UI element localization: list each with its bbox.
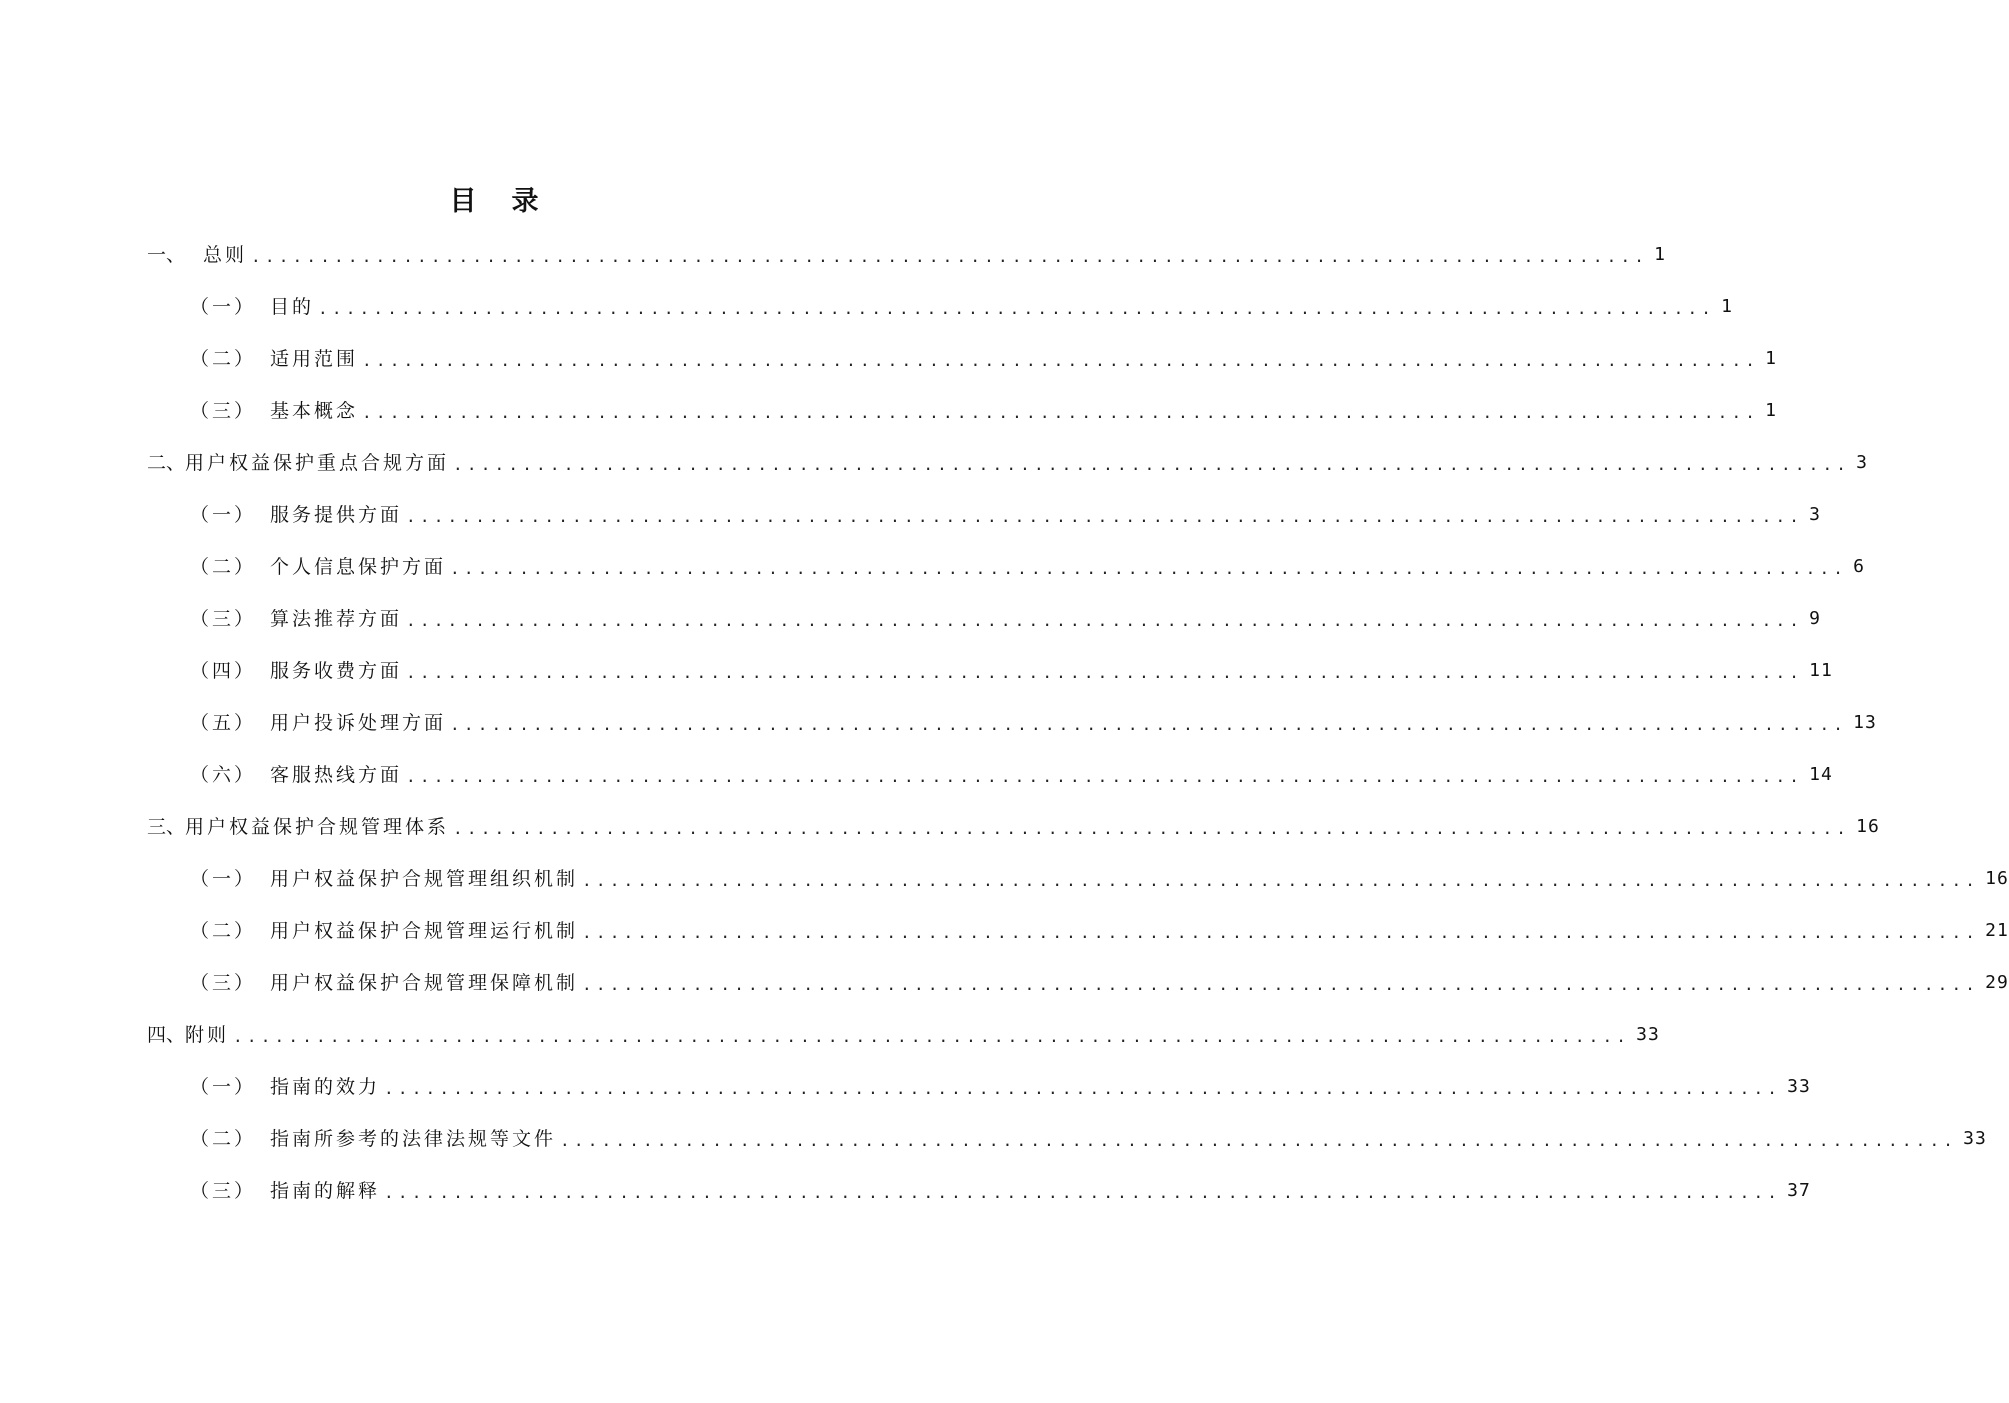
toc-entry-marker: 三、 (147, 816, 186, 838)
toc-entry-marker: （六） (190, 764, 257, 786)
toc-entry[interactable] (190, 654, 1833, 688)
toc-entry-marker: （三） (190, 972, 257, 994)
toc-leader-dots: ..................................................................................................... (582, 871, 1980, 890)
toc-page-number: 13 (1853, 712, 1877, 733)
toc-leader-dots: ..................................................................................................... (453, 819, 1851, 838)
toc-entry[interactable] (147, 1018, 1660, 1052)
toc-entry-marker: （三） (190, 608, 257, 630)
toc-page-number: 16 (1856, 816, 1880, 837)
toc-page-number: 11 (1809, 660, 1833, 681)
toc-entry-text: 服务提供方面 (270, 504, 403, 526)
page-title: 目 录 (449, 186, 543, 217)
toc-entry[interactable] (190, 342, 1777, 376)
toc-entry-text: 个人信息保护方面 (270, 556, 447, 578)
toc-page-number: 37 (1787, 1180, 1811, 1201)
toc-entry[interactable] (190, 1070, 1811, 1104)
toc-page-number: 1 (1765, 400, 1777, 421)
toc-leader-dots: ..................................................................................................... (450, 715, 1848, 734)
toc-page-number: 1 (1654, 244, 1666, 265)
toc-entry-marker: （三） (190, 1180, 257, 1202)
toc-entry[interactable] (190, 498, 1821, 532)
toc-entry[interactable] (190, 914, 2009, 948)
toc-leader-dots: ..................................................................................................... (362, 403, 1760, 422)
toc-page-number: 14 (1809, 764, 1833, 785)
toc-entry-text: 用户权益保护合规管理组织机制 (270, 868, 579, 890)
toc-entry-text: 用户投诉处理方面 (270, 712, 447, 734)
toc-entry-text: 指南的解释 (270, 1180, 381, 1202)
toc-page-number: 33 (1636, 1024, 1660, 1045)
toc-entry-marker: （二） (190, 920, 257, 942)
toc-entry-marker: 四、 (147, 1024, 186, 1046)
toc-page-number: 1 (1765, 348, 1777, 369)
toc-entry-text: 基本概念 (270, 400, 359, 422)
toc-entry-text: 用户权益保护合规管理运行机制 (270, 920, 579, 942)
toc-page-number: 1 (1721, 296, 1733, 317)
toc-page-number: 3 (1809, 504, 1821, 525)
toc-leader-dots: ..................................................................................................... (453, 455, 1851, 474)
toc-entry[interactable] (190, 706, 1877, 740)
toc-entry[interactable] (147, 810, 1880, 844)
toc-entry-text: 用户权益保护合规管理保障机制 (270, 972, 579, 994)
toc-page-number: 9 (1809, 608, 1821, 629)
toc-entry[interactable] (190, 290, 1733, 324)
toc-entry-text: 用户权益保护合规管理体系 (185, 816, 450, 838)
toc-leader-dots: ..................................................................................................... (406, 611, 1804, 630)
toc-page-number: 16 (1985, 868, 2009, 889)
toc-entry-marker: （一） (190, 868, 257, 890)
toc-entry-marker: （一） (190, 296, 257, 318)
toc-page-number: 21 (1985, 920, 2009, 941)
toc-entry-marker: （一） (190, 504, 257, 526)
toc-entry-text: 附则 (185, 1024, 230, 1046)
toc-entry-marker: （二） (190, 348, 257, 370)
toc-entry[interactable] (190, 1122, 1987, 1156)
toc-page-number: 33 (1963, 1128, 1987, 1149)
toc-leader-dots: ..................................................................................................... (450, 559, 1848, 578)
toc-entry-text: 总则 (203, 244, 248, 266)
toc-entry-marker: （三） (190, 400, 257, 422)
toc-entry-marker: （四） (190, 660, 257, 682)
toc-leader-dots: ..................................................................................................... (406, 507, 1804, 526)
toc-leader-dots: ..................................................................................................... (406, 767, 1804, 786)
toc-leader-dots: ..................................................................................................... (582, 923, 1980, 942)
toc-entry[interactable] (147, 238, 1666, 272)
toc-entry[interactable] (190, 966, 2009, 1000)
toc-entry[interactable] (147, 446, 1868, 480)
toc-leader-dots: ..................................................................................................... (560, 1131, 1958, 1150)
toc-leader-dots: ..................................................................................................... (406, 663, 1804, 682)
toc-entry-text: 用户权益保护重点合规方面 (185, 452, 450, 474)
toc-entry-marker: 二、 (147, 452, 186, 474)
toc-entry-marker: （五） (190, 712, 257, 734)
toc-page-number: 3 (1856, 452, 1868, 473)
toc-leader-dots: ..................................................................................................... (582, 975, 1980, 994)
toc-entry-text: 服务收费方面 (270, 660, 403, 682)
toc-leader-dots: ..................................................................................................... (233, 1027, 1631, 1046)
toc-page-number: 6 (1853, 556, 1865, 577)
toc-leader-dots: ..................................................................................................... (318, 299, 1716, 318)
toc-entry[interactable] (190, 758, 1833, 792)
toc-entry-marker: （二） (190, 556, 257, 578)
toc-entry[interactable] (190, 394, 1777, 428)
toc-leader-dots: ..................................................................................................... (384, 1079, 1782, 1098)
toc-entry[interactable] (190, 862, 2009, 896)
toc-leader-dots: ..................................................................................................... (362, 351, 1760, 370)
toc-leader-dots: ..................................................................................................... (251, 247, 1649, 266)
toc-page-number: 29 (1985, 972, 2009, 993)
toc-entry-marker: （一） (190, 1076, 257, 1098)
toc-page-number: 33 (1787, 1076, 1811, 1097)
toc-entry-text: 算法推荐方面 (270, 608, 403, 630)
toc-entry-text: 指南的效力 (270, 1076, 381, 1098)
toc-entry-marker: （二） (190, 1128, 257, 1150)
toc-entry[interactable] (190, 1174, 1811, 1208)
toc-entry-marker: 一、 (147, 244, 186, 266)
toc-leader-dots: ..................................................................................................... (384, 1183, 1782, 1202)
toc-entry-text: 指南所参考的法律法规等文件 (270, 1128, 557, 1150)
toc-entry[interactable] (190, 602, 1821, 636)
toc-entry-text: 目的 (270, 296, 315, 318)
toc-entry[interactable] (190, 550, 1865, 584)
toc-entry-text: 客服热线方面 (270, 764, 403, 786)
toc-entry-text: 适用范围 (270, 348, 359, 370)
